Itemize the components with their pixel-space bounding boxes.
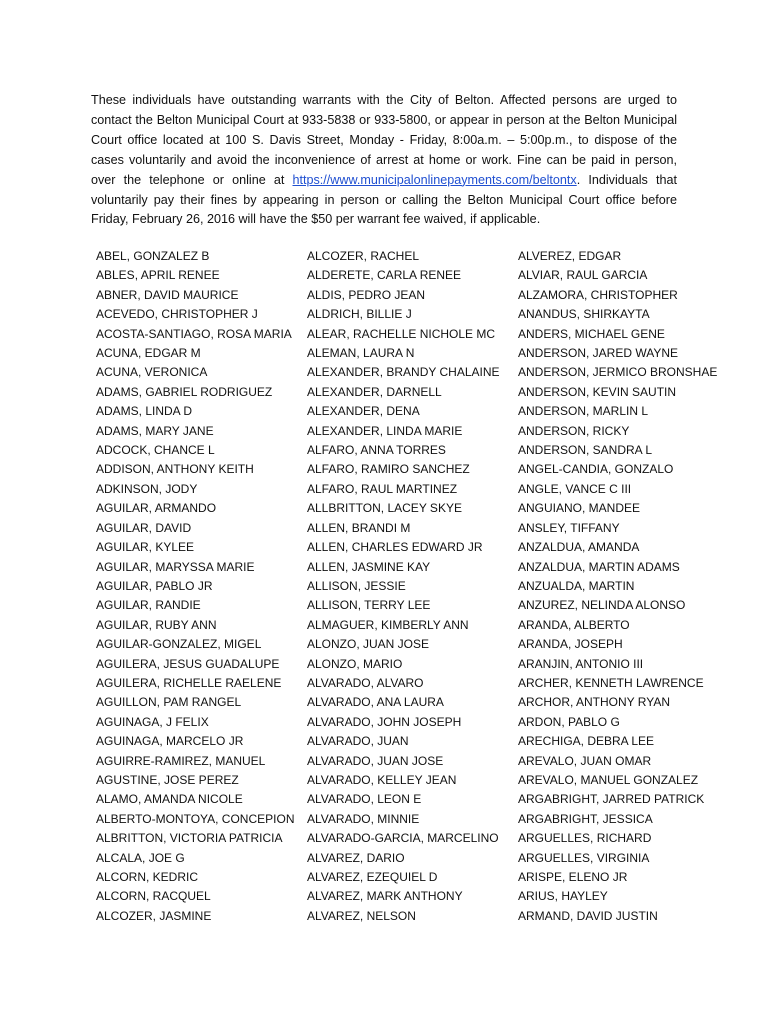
name-entry: AGUILAR, KYLEE bbox=[96, 540, 195, 555]
name-entry: ANDERSON, SANDRA L bbox=[518, 443, 653, 458]
name-entry: ALBERTO-MONTOYA, CONCEPION bbox=[96, 811, 295, 826]
name-entry: ALEXANDER, LINDA MARIE bbox=[307, 423, 463, 438]
name-entry: ABLES, APRIL RENEE bbox=[96, 268, 220, 283]
name-entry: ALEMAN, LAURA N bbox=[307, 346, 415, 361]
name-entry: AGUILAR, RANDIE bbox=[96, 598, 201, 613]
name-entry: ARANDA, ALBERTO bbox=[518, 617, 630, 632]
name-entry: ALVARADO, JUAN JOSE bbox=[307, 753, 444, 768]
name-entry: ACUNA, EDGAR M bbox=[96, 346, 201, 361]
name-entry: ALCALA, JOE G bbox=[96, 850, 185, 865]
name-entry: ANANDUS, SHIRKAYTA bbox=[518, 307, 650, 322]
name-entry: ANZUREZ, NELINDA ALONSO bbox=[518, 598, 686, 613]
name-entry: ALDRICH, BILLIE J bbox=[307, 307, 412, 322]
name-entry: ALVARADO, JOHN JOSEPH bbox=[307, 714, 462, 729]
intro-text-2: . Individuals that voluntarily pay their fines by appearing in person or calling the Belton Municipal Court office before Friday, February 26, 2016 will have the $50 per warrant fee waived, if applicable. bbox=[91, 172, 677, 227]
name-entry: ABNER, DAVID MAURICE bbox=[96, 287, 239, 302]
name-entry: ALVEREZ, EDGAR bbox=[518, 249, 622, 263]
name-entry: ALEXANDER, DENA bbox=[307, 404, 420, 419]
name-entry: AGUILLON, PAM RANGEL bbox=[96, 695, 242, 710]
name-entry: ACEVEDO, CHRISTOPHER J bbox=[96, 307, 258, 322]
name-entry: ADDISON, ANTHONY KEITH bbox=[96, 462, 254, 477]
name-entry: ARANJIN, ANTONIO III bbox=[518, 656, 644, 671]
name-entry: ABEL, GONZALEZ B bbox=[96, 249, 210, 263]
name-entry: ALONZO, JUAN JOSE bbox=[307, 637, 430, 652]
name-entry: ALVARADO, LEON E bbox=[307, 792, 422, 807]
name-entry: ARGUELLES, VIRGINIA bbox=[518, 850, 650, 865]
names-column-1 bbox=[96, 247, 294, 926]
name-entry: ARMAND, DAVID JUSTIN bbox=[518, 908, 658, 923]
name-entry: ARIUS, HAYLEY bbox=[518, 889, 608, 904]
name-entry: ALLBRITTON, LACEY SKYE bbox=[307, 501, 462, 516]
name-entry: ALVARADO, JUAN bbox=[307, 734, 409, 749]
name-entry: ALVAREZ, EZEQUIEL D bbox=[307, 870, 438, 884]
name-entry: ADAMS, GABRIEL RODRIGUEZ bbox=[96, 384, 273, 399]
name-entry: ALDIS, PEDRO JEAN bbox=[307, 287, 426, 302]
name-entry: ALEAR, RACHELLE NICHOLE MC bbox=[307, 326, 496, 341]
payment-link[interactable]: https://www.municipalonlinepayments.com/beltontx bbox=[292, 172, 577, 187]
name-entry: ANGEL-CANDIA, GONZALO bbox=[518, 462, 674, 477]
name-entry: ADAMS, LINDA D bbox=[96, 404, 193, 419]
intro-text-1: These individuals have outstanding warrants with the City of Belton. Affected persons are urged to contact the Belton Municipal Court at 933-5838 or 933-5800, or appear in person at the Belton Municipal Court office located at 100 S. Davis Street, Monday - Friday, 8:00a.m. – 5:00p.m., to dispose of the cases voluntarily and avoid the inconvenience of arrest at home or work. Fine can be paid in person, over the telephone or online at bbox=[91, 93, 677, 187]
name-entry: ALBRITTON, VICTORIA PATRICIA bbox=[96, 831, 283, 846]
name-entry: ARISPE, ELENO JR bbox=[518, 870, 628, 884]
name-entry: ANSLEY, TIFFANY bbox=[518, 520, 620, 535]
name-entry: AGUILERA, JESUS GUADALUPE bbox=[96, 656, 280, 671]
name-entry: ANZALDUA, AMANDA bbox=[518, 540, 640, 555]
name-entry: ALCOZER, JASMINE bbox=[96, 908, 212, 923]
name-entry: ANDERSON, MARLIN L bbox=[518, 404, 649, 419]
name-entry: ALFARO, ANNA TORRES bbox=[307, 443, 446, 458]
name-entry: AGUINAGA, J FELIX bbox=[96, 714, 209, 729]
name-entry: ARGABRIGHT, JESSICA bbox=[518, 811, 653, 826]
name-entry: ANDERSON, JARED WAYNE bbox=[518, 346, 679, 361]
name-entry: ANDERSON, RICKY bbox=[518, 423, 630, 438]
name-entry: AGUILAR, PABLO JR bbox=[96, 578, 213, 593]
name-entry: ARANDA, JOSEPH bbox=[518, 637, 623, 652]
name-entry: ALLEN, JASMINE KAY bbox=[307, 559, 431, 574]
name-entry: ALVARADO-GARCIA, MARCELINO bbox=[307, 831, 499, 846]
name-entry: ALLISON, JESSIE bbox=[307, 578, 406, 593]
name-entry: AGUILAR-GONZALEZ, MIGEL bbox=[96, 637, 262, 652]
name-entry: AREVALO, MANUEL GONZALEZ bbox=[518, 772, 699, 787]
name-entry: ALVARADO, MINNIE bbox=[307, 811, 420, 826]
name-entry: ALZAMORA, CHRISTOPHER bbox=[518, 287, 678, 302]
name-entry: ACUNA, VERONICA bbox=[96, 365, 208, 380]
name-entry: AGUILAR, RUBY ANN bbox=[96, 617, 217, 632]
name-entry: ALLISON, TERRY LEE bbox=[307, 598, 431, 613]
name-entry: ANDERS, MICHAEL GENE bbox=[518, 326, 665, 341]
name-entry: ANGLE, VANCE C III bbox=[518, 481, 632, 496]
name-entry: ALVIAR, RAUL GARCIA bbox=[518, 268, 648, 283]
name-entry: ALCORN, KEDRIC bbox=[96, 870, 199, 884]
name-entry: AGUSTINE, JOSE PEREZ bbox=[96, 772, 239, 787]
name-entry: ALVARADO, ALVARO bbox=[307, 675, 424, 690]
name-entry: ARGUELLES, RICHARD bbox=[518, 831, 652, 846]
name-entry: AGUILERA, RICHELLE RAELENE bbox=[96, 675, 282, 690]
name-entry: ALLEN, CHARLES EDWARD JR bbox=[307, 540, 483, 555]
name-entry: ALEXANDER, BRANDY CHALAINE bbox=[307, 365, 500, 380]
name-entry: ALFARO, RAUL MARTINEZ bbox=[307, 481, 458, 496]
name-entry: ARDON, PABLO G bbox=[518, 714, 620, 729]
name-entry: AGUILAR, MARYSSA MARIE bbox=[96, 559, 255, 574]
name-entry: ALVAREZ, NELSON bbox=[307, 908, 416, 923]
name-entry: ADAMS, MARY JANE bbox=[96, 423, 214, 438]
name-entry: AREVALO, JUAN OMAR bbox=[518, 753, 652, 768]
name-entry: AGUINAGA, MARCELO JR bbox=[96, 734, 244, 749]
name-entry: ALVAREZ, MARK ANTHONY bbox=[307, 889, 463, 904]
name-entry: ALCORN, RACQUEL bbox=[96, 889, 211, 904]
name-entry: ANGUIANO, MANDEE bbox=[518, 501, 641, 516]
name-entry: ALMAGUER, KIMBERLY ANN bbox=[307, 617, 469, 632]
name-entry: ALAMO, AMANDA NICOLE bbox=[96, 792, 243, 807]
name-entry: ALCOZER, RACHEL bbox=[307, 249, 420, 263]
intro-paragraph bbox=[91, 91, 677, 230]
name-entry: ALONZO, MARIO bbox=[307, 656, 403, 671]
name-entry: AGUIRRE-RAMIREZ, MANUEL bbox=[96, 753, 266, 768]
name-entry: ARCHER, KENNETH LAWRENCE bbox=[518, 675, 704, 690]
name-entry: AGUILAR, DAVID bbox=[96, 520, 192, 535]
name-entry: ALLEN, BRANDI M bbox=[307, 520, 411, 535]
name-entry: ANZALDUA, MARTIN ADAMS bbox=[518, 559, 680, 574]
name-entry: ARCHOR, ANTHONY RYAN bbox=[518, 695, 671, 710]
name-entry: ANDERSON, KEVIN SAUTIN bbox=[518, 384, 677, 399]
names-column-3 bbox=[518, 247, 717, 926]
name-entry: AGUILAR, ARMANDO bbox=[96, 501, 217, 516]
name-entry: ARGABRIGHT, JARRED PATRICK bbox=[518, 792, 705, 807]
name-entry: ALVARADO, KELLEY JEAN bbox=[307, 772, 457, 787]
name-entry: ALDERETE, CARLA RENEE bbox=[307, 268, 462, 283]
name-entry: ALVARADO, ANA LAURA bbox=[307, 695, 444, 710]
name-entry: ANZUALDA, MARTIN bbox=[518, 578, 635, 593]
name-entry: ANDERSON, JERMICO BRONSHAE bbox=[518, 365, 718, 380]
name-entry: ADKINSON, JODY bbox=[96, 481, 198, 496]
names-column-2 bbox=[307, 247, 500, 926]
name-entry: ACOSTA-SANTIAGO, ROSA MARIA bbox=[96, 326, 292, 341]
name-entry: ADCOCK, CHANCE L bbox=[96, 443, 215, 458]
name-entry: ALEXANDER, DARNELL bbox=[307, 384, 442, 399]
name-entry: ALVAREZ, DARIO bbox=[307, 850, 405, 865]
name-entry: ARECHIGA, DEBRA LEE bbox=[518, 734, 655, 749]
name-entry: ALFARO, RAMIRO SANCHEZ bbox=[307, 462, 470, 477]
